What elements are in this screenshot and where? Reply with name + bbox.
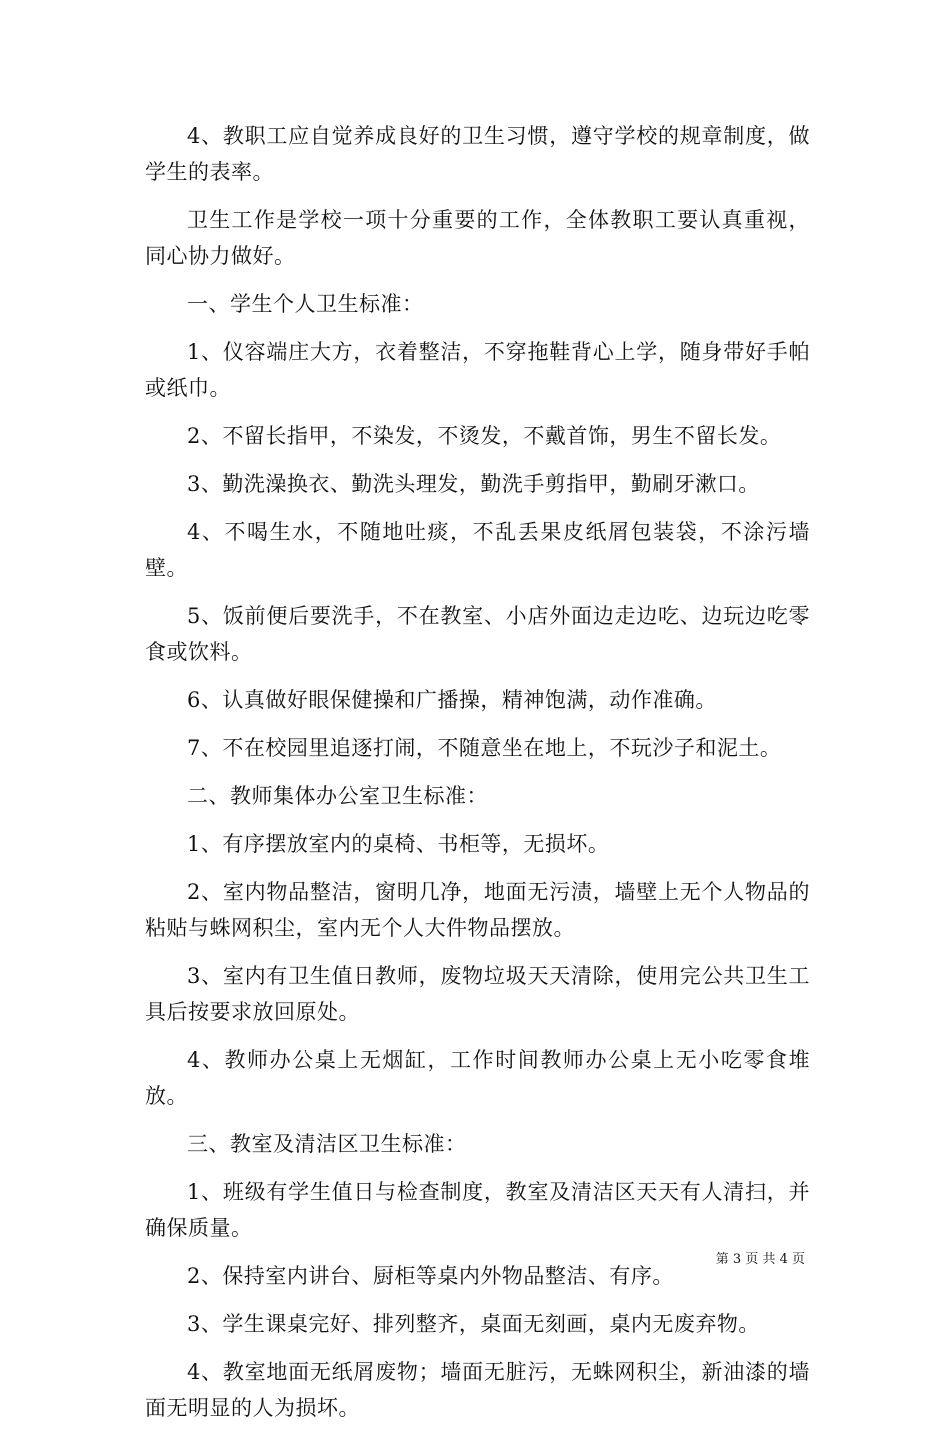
paragraph: 5、饭前便后要洗手，不在教室、小店外面边走边吃、边玩边吃零食或饮料。 xyxy=(145,604,810,664)
paragraph: 2、保持室内讲台、厨柜等桌内外物品整洁、有序。 xyxy=(187,1264,674,1288)
section-heading: 一、学生个人卫生标准： xyxy=(187,292,424,316)
paragraph: 2、室内物品整洁，窗明几净，地面无污渍，墙壁上无个人物品的粘贴与蛛网积尘，室内无个人大件物品摆放。 xyxy=(145,880,810,940)
document-body xyxy=(145,118,810,1438)
paragraph: 7、不在校园里追逐打闹，不随意坐在地上，不玩沙子和泥土。 xyxy=(187,736,782,760)
paragraph: 2、不留长指甲，不染发，不烫发，不戴首饰，男生不留长发。 xyxy=(187,424,782,448)
section-heading: 三、教室及清洁区卫生标准： xyxy=(187,1132,467,1156)
paragraph: 4、教职工应自觉养成良好的卫生习惯，遵守学校的规章制度，做学生的表率。 xyxy=(145,124,810,184)
paragraph: 3、勤洗澡换衣、勤洗头理发，勤洗手剪指甲，勤刷牙漱口。 xyxy=(187,472,760,496)
paragraph: 4、教室地面无纸屑废物；墙面无脏污，无蛛网积尘，新油漆的墙面无明显的人为损坏。 xyxy=(145,1360,810,1420)
paragraph: 3、学生课桌完好、排列整齐，桌面无刻画，桌内无废弃物。 xyxy=(187,1312,760,1336)
paragraph: 1、仪容端庄大方，衣着整洁，不穿拖鞋背心上学，随身带好手帕或纸巾。 xyxy=(145,340,810,400)
paragraph: 3、室内有卫生值日教师，废物垃圾天天清除，使用完公共卫生工具后按要求放回原处。 xyxy=(145,964,810,1024)
section-heading: 二、教师集体办公室卫生标准： xyxy=(187,784,488,808)
paragraph: 卫生工作是学校一项十分重要的工作，全体教职工要认真重视，同心协力做好。 xyxy=(145,208,810,268)
paragraph: 1、班级有学生值日与检查制度，教室及清洁区天天有人清扫，并确保质量。 xyxy=(145,1180,810,1240)
paragraph: 1、有序摆放室内的桌椅、书柜等，无损坏。 xyxy=(187,832,610,856)
paragraph: 6、认真做好眼保健操和广播操，精神饱满，动作准确。 xyxy=(187,688,717,712)
paragraph: 4、不喝生水，不随地吐痰，不乱丢果皮纸屑包装袋，不涂污墙壁。 xyxy=(145,520,810,580)
page-number-footer: 第 3 页 共 4 页 xyxy=(715,1252,805,1267)
paragraph: 4、教师办公桌上无烟缸，工作时间教师办公桌上无小吃零食堆放。 xyxy=(145,1048,810,1108)
